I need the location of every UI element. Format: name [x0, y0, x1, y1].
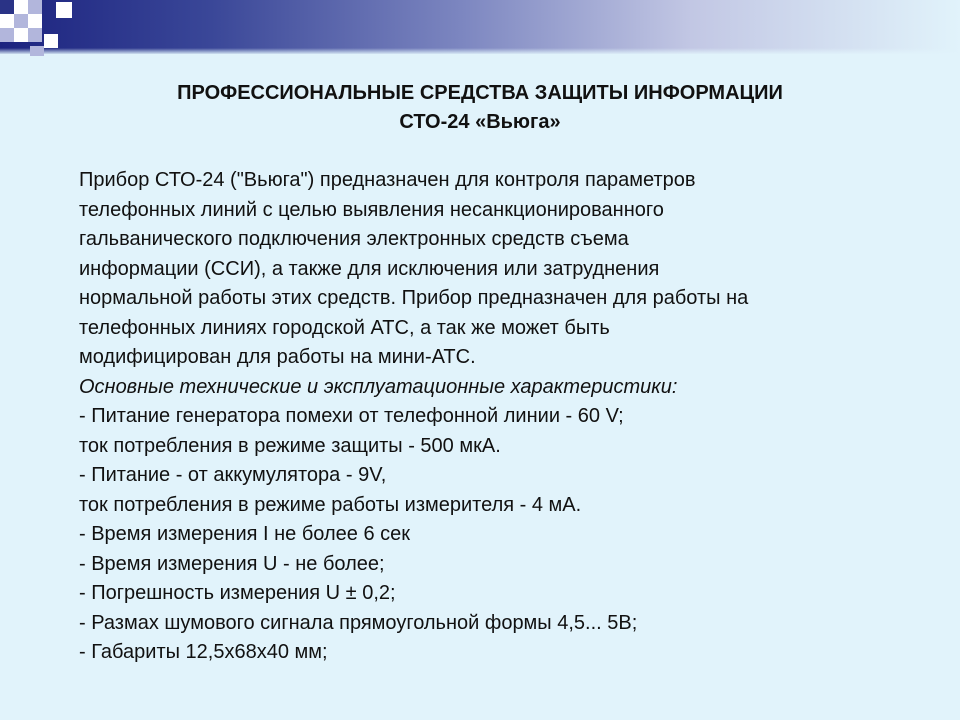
square-lavender — [0, 28, 14, 42]
spec-item: - Размах шумового сигнала прямоугольной формы 4,5... 5В; — [79, 611, 638, 634]
description-line: гальванического подключения электронных средств съема — [79, 228, 629, 250]
square-white — [56, 2, 72, 18]
square-white — [28, 14, 42, 28]
square-white — [14, 0, 28, 14]
spec-item: - Время измерения I не более 6 сек — [79, 523, 411, 545]
description-line: модифицирован для работы на мини-АТС. — [79, 346, 476, 368]
header-gradient-banner — [0, 0, 960, 54]
description-line: телефонных линиях городской АТС, а так же может быть — [79, 316, 610, 339]
spec-item: - Время измерения U - не более; — [79, 552, 385, 575]
slide-body — [79, 166, 919, 668]
description-line: Прибор СТО-24 ("Вьюга") предназначен для контроля параметров — [79, 169, 696, 191]
square-lavender — [28, 0, 42, 14]
square-lavender — [14, 14, 28, 28]
description-line: нормальной работы этих средств. Прибор предназначен для работы на — [79, 287, 749, 309]
square-lavender — [30, 46, 44, 56]
spec-item: - Погрешность измерения U ± 0,2; — [79, 582, 396, 604]
description-line: информации (ССИ), а также для исключения или затруднения — [79, 257, 660, 280]
specs-heading: Основные технические и эксплуатационные характеристики: — [79, 375, 678, 398]
description-line: телефонных линий с целью выявления несанкционированного — [79, 198, 664, 221]
square-white — [0, 14, 14, 28]
square-lavender — [28, 28, 42, 42]
spec-item: ток потребления в режиме работы измерителя - 4 мА. — [79, 493, 582, 516]
square-white — [44, 34, 58, 48]
spec-item: - Питание генератора помехи от телефонной линии - 60 V; — [79, 405, 624, 427]
spec-item: ток потребления в режиме защиты - 500 мкА. — [79, 434, 501, 457]
spec-item: - Габариты 12,5х68х40 мм; — [79, 641, 328, 663]
square-navy — [0, 0, 14, 14]
slide-title: ПРОФЕССИОНАЛЬНЫЕ СРЕДСТВА ЗАЩИТЫ ИНФОРМАЦИИ — [177, 82, 783, 104]
slide-subtitle: СТО-24 «Вьюга» — [399, 111, 561, 133]
spec-item: - Питание - от аккумулятора - 9V, — [79, 464, 387, 486]
square-white — [14, 28, 28, 42]
banner-fade — [0, 48, 960, 54]
